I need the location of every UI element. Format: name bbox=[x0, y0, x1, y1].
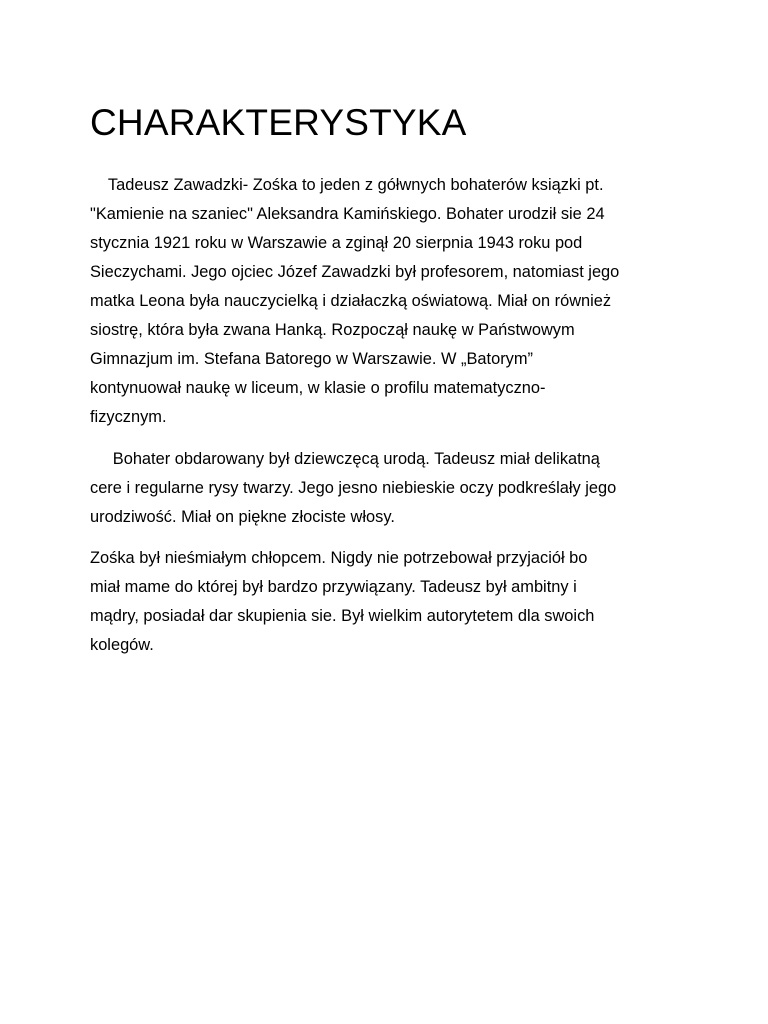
text-line: cere i regularne rysy twarzy. Jego jesno niebieskie oczy podkreślały jego bbox=[90, 479, 617, 497]
text-line: "Kamienie na szaniec" Aleksandra Kamińskiego. Bohater urodził sie 24 bbox=[90, 205, 605, 223]
text-line: Tadeusz Zawadzki- Zośka to jeden z gółwnych bohaterów ksiązki pt. bbox=[90, 176, 604, 194]
paragraph-appearance bbox=[90, 445, 680, 532]
text-line: urodziwość. Miał on piękne złociste włosy. bbox=[90, 508, 395, 526]
text-line: matka Leona była nauczycielką i działaczką oświatową. Miał on również bbox=[90, 292, 612, 310]
paragraph-biography bbox=[90, 171, 680, 432]
text-line: Sieczychami. Jego ojciec Józef Zawadzki był profesorem, natomiast jego bbox=[90, 263, 620, 281]
text-line: Gimnazjum im. Stefana Batorego w Warszawie. W „Batorym” bbox=[90, 350, 533, 368]
text-line: siostrę, która była zwana Hanką. Rozpoczął naukę w Państwowym bbox=[90, 321, 575, 339]
paragraph-personality bbox=[90, 544, 680, 660]
text-line: Bohater obdarowany był dziewczęcą urodą. Tadeusz miał delikatną bbox=[90, 450, 600, 468]
text-line: miał mame do której był bardzo przywiązany. Tadeusz był ambitny i bbox=[90, 578, 577, 596]
text-line: mądry, posiadał dar skupienia sie. Był wielkim autorytetem dla swoich bbox=[90, 607, 595, 625]
text-line: stycznia 1921 roku w Warszawie a zginął 20 sierpnia 1943 roku pod bbox=[90, 234, 583, 252]
document-title: CHARAKTERYSTYKA bbox=[90, 102, 467, 143]
text-line: fizycznym. bbox=[90, 408, 167, 426]
text-line: kontynuował naukę w liceum, w klasie o profilu matematyczno- bbox=[90, 379, 546, 397]
text-line: Zośka był nieśmiałym chłopcem. Nigdy nie potrzebował przyjaciół bo bbox=[90, 549, 588, 567]
text-line: kolegów. bbox=[90, 636, 154, 654]
